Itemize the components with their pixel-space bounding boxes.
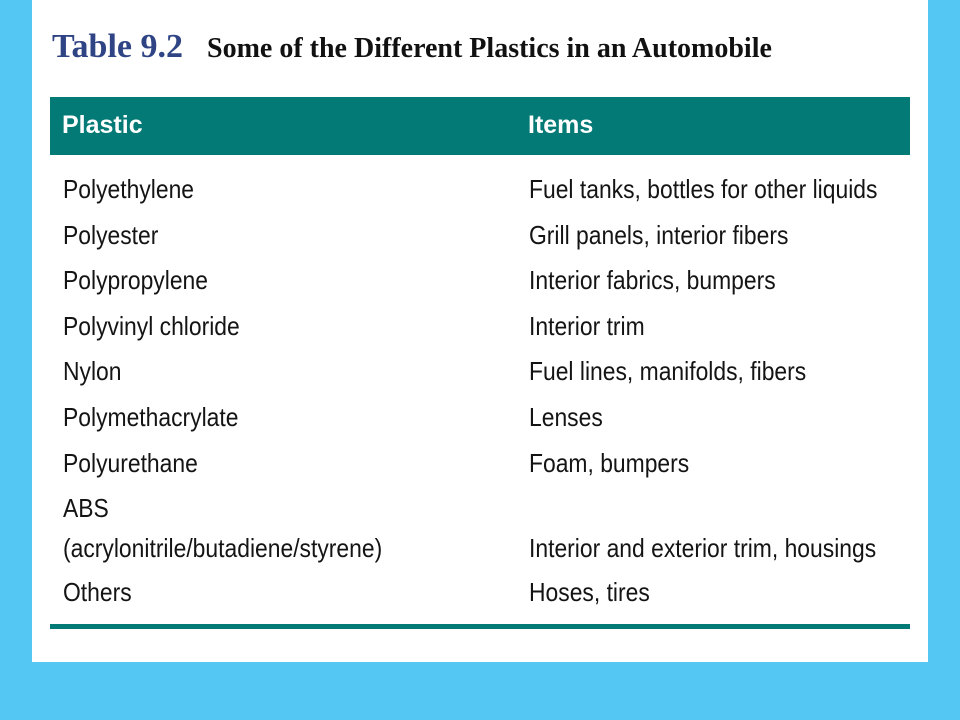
column-header-plastic: Plastic (62, 111, 143, 139)
table-body (32, 0, 928, 662)
table-cell-items: Hoses, tires (529, 577, 650, 607)
table-cell-items: Interior fabrics, bumpers (529, 265, 776, 295)
table-cell-plastic-detail: (acrylonitrile/butadiene/styrene) (63, 533, 383, 563)
table-cell-plastic: Others (63, 577, 132, 607)
table-sheet (32, 0, 928, 662)
table-cell-items: Fuel lines, manifolds, fibers (529, 356, 807, 386)
table-cell-plastic: Nylon (63, 356, 122, 386)
table-cell-plastic: Polyester (63, 220, 159, 250)
table-cell-items: Interior trim (529, 311, 645, 341)
column-header-items: Items (528, 111, 594, 139)
table-number: Table 9.2 (52, 28, 184, 65)
table-cell-plastic: Polymethacrylate (63, 402, 239, 432)
table-cell-items: Fuel tanks, bottles for other liquids (529, 174, 878, 204)
table-cell-items: Grill panels, interior fibers (529, 220, 789, 250)
table-cell-plastic: ABS (63, 493, 109, 523)
table-cell-items: Foam, bumpers (529, 448, 690, 478)
table-cell-plastic: Polyurethane (63, 448, 198, 478)
table-cell-plastic: Polyethylene (63, 174, 195, 204)
table-bottom-rule (50, 624, 910, 629)
table-cell-items: Interior and exterior trim, housings (529, 533, 877, 563)
table-cell-plastic: Polypropylene (63, 265, 209, 295)
table-cell-plastic: Polyvinyl chloride (63, 311, 240, 341)
table-cell-items: Lenses (529, 402, 603, 432)
table-title: Some of the Different Plastics in an Automobile (207, 33, 772, 64)
